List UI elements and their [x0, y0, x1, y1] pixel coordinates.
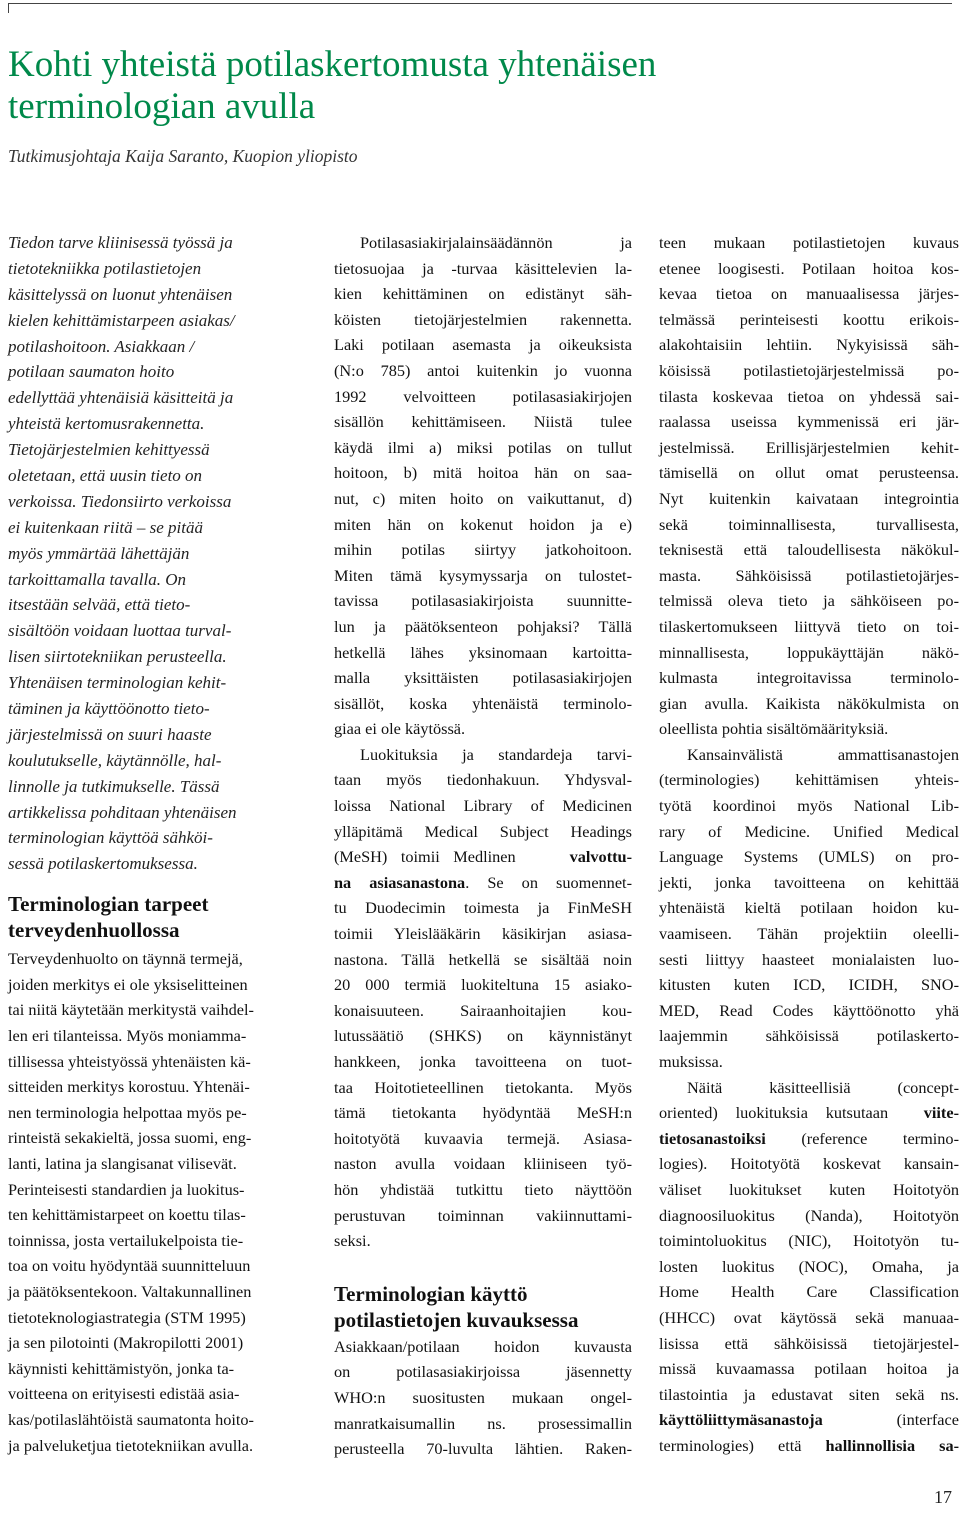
col2-para1-line: Potilasasiakirjalainsäädännön ja [360, 233, 632, 252]
col3-para1-line: teen mukaan potilastietojen kuvaus [659, 233, 959, 252]
col3-para1-line: Nyt kuitenkin kaivataan integrointia [659, 488, 959, 508]
section1-heading-line-2: terveydenhuollossa [8, 918, 180, 943]
col2-para1-line: köisten tietojärjestelmien rakennetta. [334, 309, 632, 329]
col2-line-asiasanastona [334, 870, 632, 896]
col2-para1-line: (N:o 785) antoi kuitenkin jo vuonna [334, 360, 632, 380]
section2-body-line: manratkaisumallin ns. prosessimallin [334, 1413, 632, 1433]
ingress-line: käsittelyssä on luonut yhtenäisen [8, 284, 233, 304]
col2-para2-rest-line: taa Hoitotieteellinen tietokanta. Myös [334, 1077, 632, 1097]
col2-para2-rest-line: hoitotyötä kuvaavia termejä. Asiasa- [334, 1128, 632, 1148]
col3-para1-line: tilasta koskevaa tietoa on yhdessä sai- [659, 386, 959, 406]
section1-body-line: ja palveluketjua tietotekniikan avulla. [8, 1435, 254, 1455]
col3-para2-line: MED, Read Codes käyttöönotto yhä [659, 1000, 959, 1020]
col3-para3-line-1 [659, 1075, 959, 1101]
col2-para2-rest-line: konaisuuteen. Sairaanhoitajien kou- [334, 1000, 632, 1020]
col2-para1-line: miten hän on kokenut hoidon ja e) [334, 514, 632, 534]
ingress-line: Tiedon tarve kliinisessä työssä ja [8, 233, 233, 252]
col2-para1-line: hetkellä lähes yksinomaan kartoitta- [334, 642, 632, 662]
term-kayttoliittymasanastoja: käyttöliittymäsanastoja [659, 1410, 823, 1430]
col2-para2-rest-line: hankkeen, jonka tavoitteena on tuot- [334, 1052, 632, 1071]
ingress-line: täminen ja käyttöönotto tieto- [8, 699, 210, 719]
col3-para2-line: vaamiseen. Tähän projektiin oleelli- [659, 924, 959, 944]
col3-last-line [659, 1433, 959, 1459]
section1-body-line: joiden merkitys ei ole yksiselitteinen [8, 974, 248, 994]
section1-body-line: ja päätöksentekoon. Valtakunnallinen [8, 1281, 252, 1301]
col3-para1-line: alakohtaisiin lehtiin. Nykyisissä säh- [659, 335, 959, 355]
col3-para3-line-2 [659, 1100, 959, 1126]
section1-body-line: nen terminologia helpottaa myös pe- [8, 1102, 247, 1122]
col3-para1-line: sekä toiminnallisesta, turvallisesta, [659, 514, 959, 534]
ingress-line: oletetaan, että uusin tieto on [8, 466, 203, 486]
col3-para1-line: etenee loogisesti. Potilaan hoitoa kos- [659, 258, 959, 278]
ingress-line: Tietojärjestelmien kehittyessä [8, 440, 210, 460]
ingress-line: myös ymmärtää lähettäjän [8, 543, 190, 563]
column-1 [8, 230, 310, 1458]
col3-para1-line: masta. Sähköisissä potilastietojärjes- [659, 565, 959, 585]
col2-para1-line: Miten tämä kysymyssarja on tulostet- [334, 565, 632, 585]
col3-para3-start: Näitä käsitteellisiä (concept- [687, 1077, 959, 1097]
col3-para3-line-3 [659, 1126, 959, 1152]
section2-heading-line-1: Terminologian käyttö [334, 1281, 528, 1306]
col3-kayttoliittyma-rest: (interface [822, 1410, 959, 1430]
col2-para1-line: tavissa potilasasiakirjoista suunnitte- [334, 591, 632, 611]
col3-para1-line: kulmasta integroitavissa terminolo- [659, 668, 959, 688]
col2-para1-line: tietosuojaa ja -turvaa käsittelevien la- [334, 258, 632, 278]
section1-body-line: käynnisti kehittämistyön, jonka ta- [8, 1358, 235, 1378]
col2-para2-line: ylläpitämä Medical Subject Headings [334, 821, 632, 841]
section1-heading-line-1: Terminologian tarpeet [8, 892, 209, 917]
ingress [8, 230, 310, 877]
top-rule [8, 3, 952, 4]
ingress-line: lisen siirtotekniikan perusteella. [8, 647, 227, 667]
col2-para1-line: Laki potilaan asemasta ja oikeuksista [334, 335, 632, 355]
term-tietosanastoiksi: tietosanastoiksi [659, 1128, 766, 1148]
col3-para3-rest-line: (HHCC) ovat käytössä sekä manuaa- [659, 1307, 959, 1327]
col3-para3-l3-rest: (reference termino- [765, 1128, 959, 1148]
section2-body-line: Asiakkaan/potilaan hoidon kuvausta [334, 1336, 632, 1356]
col3-para1-line: minnallisesta, loppukäyttäjän näkö- [659, 642, 959, 662]
section1-body-line: tai niitä käytetään merkitystä vaihdel- [8, 1000, 254, 1020]
col2-line-medlinen: (MeSH) toimii Medlinen [334, 847, 516, 867]
col3-para3-rest-line: lisissa että sähköisissä tietojärjestel- [659, 1333, 959, 1353]
col2-para1-line: hoitoon, b) mitä hoitoa hän on saa- [334, 463, 632, 483]
col3-para3-rest-line: väliset luokitukset kuten Hoitotyön [659, 1179, 959, 1199]
col3-para3-rest-line: missä kuvaamassa potilaan hoitoa ja [659, 1359, 959, 1379]
col2-para2-rest-line: tämä tietokanta hyödyntää MeSH:n [334, 1103, 632, 1123]
col2-line-valvottu [334, 844, 632, 870]
ingress-line: koulutukselle, käytännölle, hal- [8, 750, 222, 770]
section1-body-line: toa on voitu hyödyntää suunnitteluun [8, 1256, 251, 1276]
col3-para2-line: yhtenäistä kieltä potilaan hoidon ku- [659, 898, 959, 918]
col2-para1-line: 1992 velvoitteen potilasasiakirjojen [334, 386, 632, 406]
col2-para1-line: sisällöt, koska yhtenäistä terminolo- [334, 693, 632, 713]
col3-para1-line: telmissä oleva tieto ja sähköiseen po- [659, 591, 959, 611]
col2-para2 [334, 742, 632, 844]
section2-body-line: WHO:n suositusten mukaan ongel- [334, 1387, 632, 1407]
section2-heading-line-2: potilastietojen kuvauksessa [334, 1307, 579, 1332]
section2-body-line: perusteella 70-luvulta lähtien. Raken- [334, 1439, 632, 1459]
section1-body-line: Perinteisesti standardien ja luokitus- [8, 1179, 245, 1199]
col3-para2-line: työtä koordinoi myös National Lib- [659, 796, 959, 816]
ingress-line: linnolle ja tutkimukselle. Tässä [8, 776, 220, 796]
column-3 [659, 230, 959, 1459]
article-title [8, 44, 938, 128]
col2-para2-line: loissa National Library of Medicinen [334, 796, 632, 816]
col3-para2-line: laajemmin sähköisissä potilaskerto- [659, 1026, 959, 1046]
section2-body-line: on potilasasiakirjoissa jäsennetty [334, 1362, 632, 1382]
col2-para2-rest-line: 20 000 termiä luokiteltuna 15 asiako- [334, 975, 632, 995]
section1-body-line: tillisessa yhteistyössä yhtenäisten kä- [8, 1051, 251, 1071]
ingress-line: artikkelissa pohditaan yhtenäisen [8, 802, 237, 822]
col3-para2-line: rary of Medicine. Unified Medical [659, 821, 959, 841]
col2-para1-line: nut, c) miten hoito on vaikuttanut, d) [334, 488, 632, 508]
ingress-line: potilashoitoon. Asiakkaan / [8, 336, 195, 356]
page-number: 17 [934, 1487, 952, 1507]
col2-para1-line: käydä ilmi a) miksi potilas on tullut [334, 437, 632, 457]
col3-para3-rest-line: Home Health Care Classification [659, 1282, 959, 1302]
ingress-line: järjestelmissä on suuri haaste [8, 724, 212, 744]
ingress-line: sessä potilaskertomuksessa. [8, 854, 198, 874]
term-viite: viite- [923, 1103, 959, 1123]
section1-body-line: rinteistä sekakieltä, jossa suomi, eng- [8, 1128, 252, 1148]
section1-body [8, 946, 310, 1458]
section1-body-line: ten kehittämistarpeet on koettu tilas- [8, 1205, 246, 1225]
col3-para1-line: jestelmissä. Erillisjärjestelmien kehit- [659, 437, 959, 457]
article-title-line-2: terminologian avulla [8, 86, 316, 127]
col3-para2-line: Kansainvälistä ammattisanastojen [687, 744, 959, 764]
section1-body-line: voitteena on erityisesti edistää asia- [8, 1384, 240, 1404]
section1-body-line: toinnissa, josta vertailukelpoista tie- [8, 1230, 244, 1250]
col2-para1-line: malla yksittäisten potilasasiakirjojen [334, 668, 632, 688]
ingress-line: Yhtenäisen terminologian kehit- [8, 673, 227, 693]
col3-para1 [659, 230, 959, 742]
col2-para1-line: kien kehittäminen on edistänyt säh- [334, 284, 632, 304]
col3-para1-line: tämisellä on ollut omat perusteensa. [659, 463, 959, 483]
term-hallinnollisia: hallinnollisia sa- [825, 1435, 960, 1455]
col2-para2-rest-line: hön yhdistää tutkittu tieto näyttöön [334, 1179, 632, 1199]
col3-para3-rest-line: toimintoluokitus (NIC), Hoitotyön tu- [659, 1231, 959, 1251]
col2-para1-line: sisällön kehittämiseen. Niistä tulee [334, 412, 632, 432]
col2-para2-rest-line: nastona. Tällä hetkellä se sisältää noin [334, 949, 632, 969]
section1-body-line: sitteiden merkitys korostuu. Yhtenäi- [8, 1077, 250, 1097]
col3-para2-line: sesti liittyy haasteet monialaisten luo- [659, 949, 959, 969]
term-asiasanastona: na asiasanastona [334, 872, 466, 892]
col2-para2-line: Luokituksia ja standardeja tarvi- [360, 744, 632, 764]
col2-para2-rest-line: seksi. [334, 1231, 371, 1251]
section1-body-line: lanti, latina ja slangisanat vilisevät. [8, 1154, 237, 1174]
term-valvottu: valvottu- [569, 847, 633, 867]
section1-body-line: Terveydenhuolto on täynnä termejä, [8, 949, 243, 969]
col2-para1-line: giaa ei ole käytössä. [334, 719, 466, 739]
ingress-line: tarkoittamalla tavalla. On [8, 569, 187, 589]
byline: Tutkimusjohtaja Kaija Saranto, Kuopion yliopisto [8, 146, 358, 166]
col3-para3-rest [659, 1151, 959, 1407]
col2-para2-rest-line: lutussäätiö (SHKS) on käynnistänyt [334, 1026, 632, 1046]
col3-para1-line: telmässä perinteisesti koottu erikois- [659, 309, 959, 329]
col2-para1-line: lun ja päätöksenteon pohjaksi? Tällä [334, 616, 632, 636]
col3-para1-line: teknisestä että taloudellisesta näkökul- [659, 540, 959, 560]
col3-para3-rest-line: diagnoosiluokitus (Nanda), Hoitotyön [659, 1205, 959, 1225]
col3-para1-line: oleellista pohtia sisältömäärityksiä. [659, 719, 889, 739]
col2-para2-rest-line: toimii Yleislääkärin käsikirjan asiasa- [334, 924, 632, 944]
col3-para3-rest-line: tilastointia ja edustavat siten sekä ns. [659, 1384, 959, 1404]
ingress-line: tietotekniikka potilastietojen [8, 258, 202, 278]
col3-para1-line: gian avulla. Kaikista näkökulmista on [659, 693, 959, 713]
col3-para2-line: kitusten kuten ICD, ICIDH, SNO- [659, 975, 959, 995]
col3-para2-line: (terminologies) kehittämisen yhteis- [659, 770, 959, 790]
article-title-line-1: Kohti yhteistä potilaskertomusta yhtenäisen [8, 44, 657, 85]
col3-para2-line: Language Systems (UMLS) on pro- [659, 847, 959, 867]
col3-para3-l2: oriented) luokituksia kutsutaan [659, 1103, 889, 1123]
col2-para1 [334, 230, 632, 742]
col3-para1-line: raalassa useissa kymmenissä eri jär- [659, 412, 959, 432]
col2-para2-line: taan myös tiedonhakuun. Yhdysval- [334, 770, 632, 790]
ingress-line: edellyttää yhtenäisiä käsitteitä ja [8, 388, 234, 408]
col3-para3-rest-line: logies). Hoitotyötä koskevat kansain- [659, 1154, 959, 1174]
ingress-line: ei kuitenkaan riitä – se pitää [8, 517, 203, 537]
col2-after-bold: . Se on suomennet- [465, 872, 632, 892]
section1-body-line: tietoteknologiastrategia (STM 1995) [8, 1307, 246, 1327]
ingress-line: potilaan saumaton hoito [8, 362, 175, 382]
section1-body-line: kas/potilaslähtöistä saumatonta hoito- [8, 1409, 254, 1429]
col3-para2-line: jekti, jonka tavoitteena on kehittää [659, 872, 959, 892]
column-2 [334, 230, 632, 1462]
ingress-line: verkoissa. Tiedonsiirto verkoissa [8, 491, 232, 511]
col2-para2-rest-line: perustuvan toiminnan vakiinnuttami- [334, 1205, 632, 1225]
section2-body [334, 1334, 632, 1462]
ingress-line: itsestään selvää, että tieto- [8, 595, 191, 615]
col3-line-kayttoliittyma [659, 1407, 959, 1433]
ingress-line: yhteistä kertomusrakennetta. [8, 414, 205, 434]
col3-para1-line: köisissä potilastietojärjestelmissä po- [659, 360, 959, 380]
col3-para2 [659, 742, 959, 1075]
col2-para2-rest [334, 895, 632, 1253]
ingress-line: kielen kehittämistarpeen asiakas/ [8, 310, 235, 330]
section1-body-line: len eri tilanteissa. Myös moniamma- [8, 1026, 247, 1046]
col2-para1-line: mihin potilas siirtyy jatkohoitoon. [334, 540, 632, 560]
col2-para2-rest-line: naston avulla voidaan kliiniseen työ- [334, 1154, 632, 1174]
ingress-line: sisältöön voidaan luottaa turval- [8, 621, 232, 641]
col3-para1-line: kevaa tietoa on manuaalisessa järjes- [659, 284, 959, 304]
col3-last-line-start: terminologies) että [659, 1435, 826, 1455]
col3-para2-line: muksissa. [659, 1052, 723, 1071]
col3-para1-line: tilaskertomukseen liittyvä tieto on toi- [659, 616, 959, 636]
col3-para3-rest-line: losten luokitus (NOC), Omaha, ja [659, 1256, 959, 1276]
top-rule-tick [8, 3, 9, 13]
section1-body-line: ja sen pilotointi (Makropilotti 2001) [8, 1333, 244, 1353]
col2-para2-rest-line: tu Duodecimin toimesta ja FinMeSH [334, 898, 632, 918]
ingress-line: terminologian käyttöä sähköi- [8, 828, 213, 848]
